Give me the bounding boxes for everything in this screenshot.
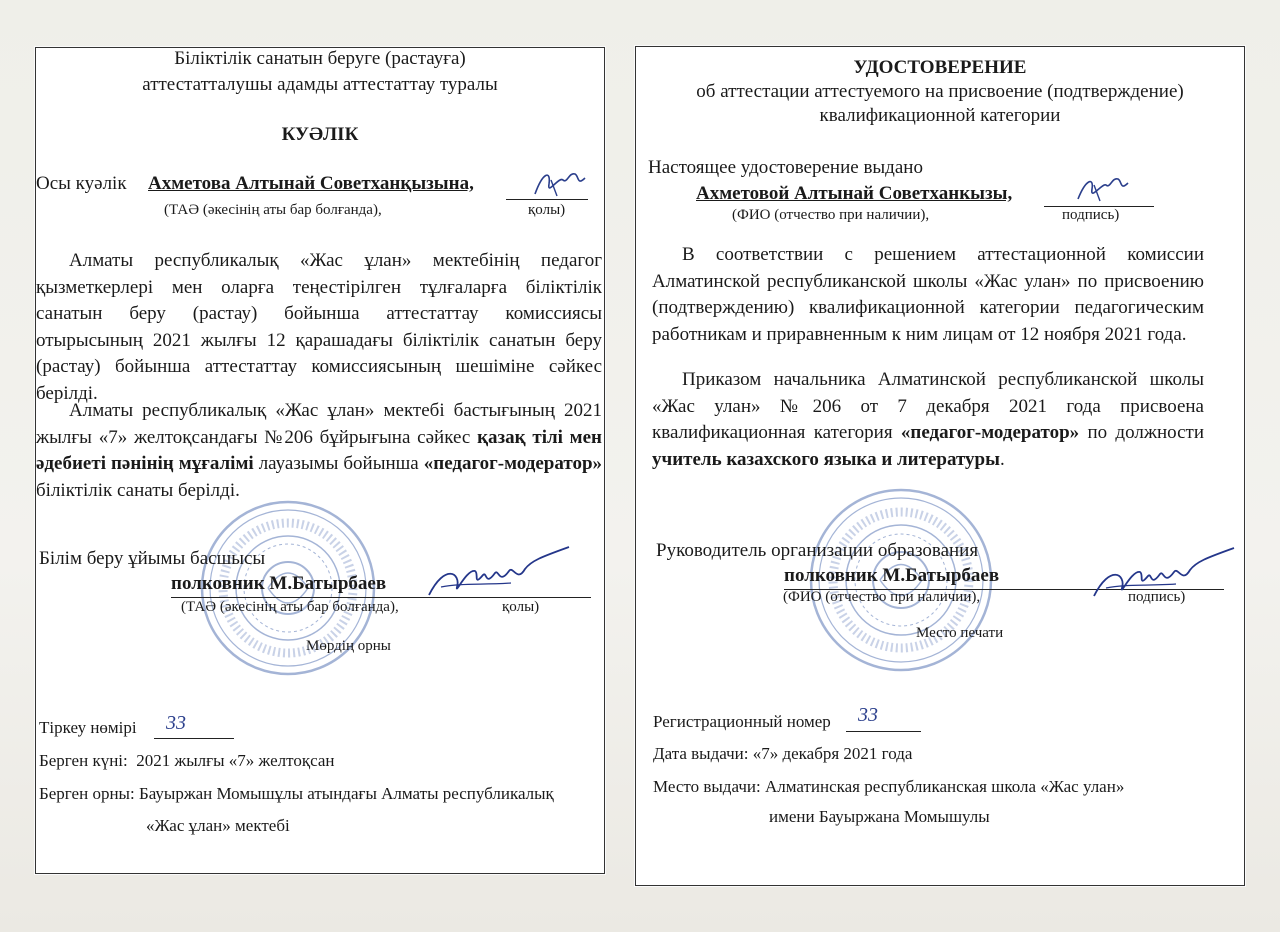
issue-place-row (653, 777, 1124, 797)
paragraph-order (652, 367, 1204, 473)
issue-date-label: Дата выдачи: (653, 744, 749, 763)
position-title: қазақ тілі мен әдебиеті пәнінің мұғалімі (36, 426, 602, 474)
head-sign-caption: қолы) (502, 599, 540, 615)
head-signature-line (171, 597, 591, 598)
header-line-1: Біліктілік санатын беруге (растауға) (174, 48, 466, 69)
document-title: УДОСТОВЕРЕНИЕ (853, 57, 1027, 78)
head-name-caption: (ТАӘ (әкесінің аты бар болғанда), (181, 599, 399, 615)
order-text: Приказом начальника Алматинской республиканской школы «Жас улан» №206 от 7 декабря 2021 года присвоена квалификационная категория (652, 369, 1204, 443)
recipient-name: Ахметовой Алтынай Советханкызы, (696, 183, 1013, 204)
registration-line (154, 738, 234, 739)
paragraph-commission: Алматы республикалық «Жас ұлан» мектебінің педагог қызметкерлері мен оларға теңестірілген тұлғаларға біліктілік санатын беру (растау) бойынша аттестаттау комиссиясы отырысының 2021 жылғы 12 қарашадағы біліктілік санатын беру (растау) бойынша аттестаттау комиссиясының шешіміне сәйкес берілді. (36, 250, 602, 404)
paragraph-order (36, 398, 602, 504)
issue-place-value-2: имени Бауыржана Момышулы (769, 807, 990, 826)
head-sign-caption: подпись) (1128, 589, 1186, 605)
head-name: полковник М.Батырбаев (784, 565, 1000, 586)
position-label: лауазымы бойынша (258, 453, 419, 474)
recipient-sign-caption: қолы) (528, 202, 566, 218)
head-label: Білім беру ұйымы басшысы (39, 548, 266, 569)
position-label: по должности (1087, 422, 1205, 443)
issued-to-prefix: Осы куәлік (36, 173, 127, 194)
signature-line (506, 199, 588, 200)
order-text: Алматы республикалық «Жас ұлан» мектебі бастығының 2021 жылғы «7» желтоқсандағы №206 бұйрығына сәйкес (36, 400, 602, 448)
certificate-russian-page (635, 46, 1245, 886)
seal-place-label: Место печати (916, 625, 1004, 641)
registration-label: Регистрационный номер (653, 712, 831, 731)
header-line-1: об аттестации аттестуемого на присвоение (подтверждение) (696, 81, 1184, 102)
issue-date-value: 2021 жылғы «7» желтоқсан (136, 751, 335, 770)
issue-place-label: Берген орны: (39, 784, 135, 803)
issue-place-row (39, 784, 554, 804)
head-signature (421, 543, 571, 603)
registration-number: 33 (166, 712, 186, 734)
recipient-name: Ахметова Алтынай Советханқызына, (148, 173, 474, 194)
head-name-caption: (ФИО (отчество при наличии), (783, 589, 981, 605)
category-name: «педагог-модератор» (900, 422, 1080, 443)
registration-label: Тіркеу нөмірі (39, 718, 137, 737)
recipient-name-caption: (ТАӘ (әкесінің аты бар болғанда), (164, 202, 382, 218)
recipient-signature (529, 166, 589, 202)
category-name: «педагог-модератор» (423, 453, 603, 474)
registration-number: 33 (858, 704, 878, 726)
position-title: учитель казахского языка и литературы (652, 448, 1000, 470)
header-line-2: аттестатталушы адамды аттестаттау туралы (142, 74, 498, 95)
issue-place-value-1: Алматинская республиканская школа «Жас улан» (764, 777, 1125, 796)
header-line-2: квалификационной категории (819, 105, 1061, 126)
document-title: КУӘЛІК (281, 124, 359, 145)
issue-place-value-2: «Жас ұлан» мектебі (146, 816, 290, 835)
head-name: полковник М.Батырбаев (171, 573, 387, 594)
issue-date-row (653, 744, 912, 764)
issue-date-label: Берген күні: (39, 751, 128, 770)
issue-date-value: «7» декабря 2021 года (752, 744, 913, 763)
category-suffix: біліктілік санаты берілді. (36, 479, 240, 501)
recipient-sign-caption: подпись) (1062, 207, 1120, 223)
order-suffix: . (999, 448, 1005, 470)
head-label: Руководитель организации образования (656, 540, 979, 561)
issued-to-prefix: Настоящее удостоверение выдано (648, 157, 923, 178)
recipient-name-caption: (ФИО (отчество при наличии), (732, 207, 930, 223)
paragraph-commission: В соответствии с решением аттестационной комиссии Алматинской республиканской школы «Жас улан» по присвоению (подтверждению) квалификационной категории педагогическим работникам и приравненным к ним лицам от 12 ноября 2021 года. (652, 244, 1204, 345)
seal-place-label: Мөрдің орны (306, 638, 391, 654)
registration-line (846, 731, 921, 732)
certificate-kazakh-page (35, 47, 605, 874)
issue-date-row (39, 751, 334, 771)
issue-place-label: Место выдачи: (653, 777, 761, 796)
issue-place-value-1: Бауыржан Момышұлы атындағы Алматы республикалық (138, 784, 554, 803)
recipient-signature (1072, 173, 1132, 207)
